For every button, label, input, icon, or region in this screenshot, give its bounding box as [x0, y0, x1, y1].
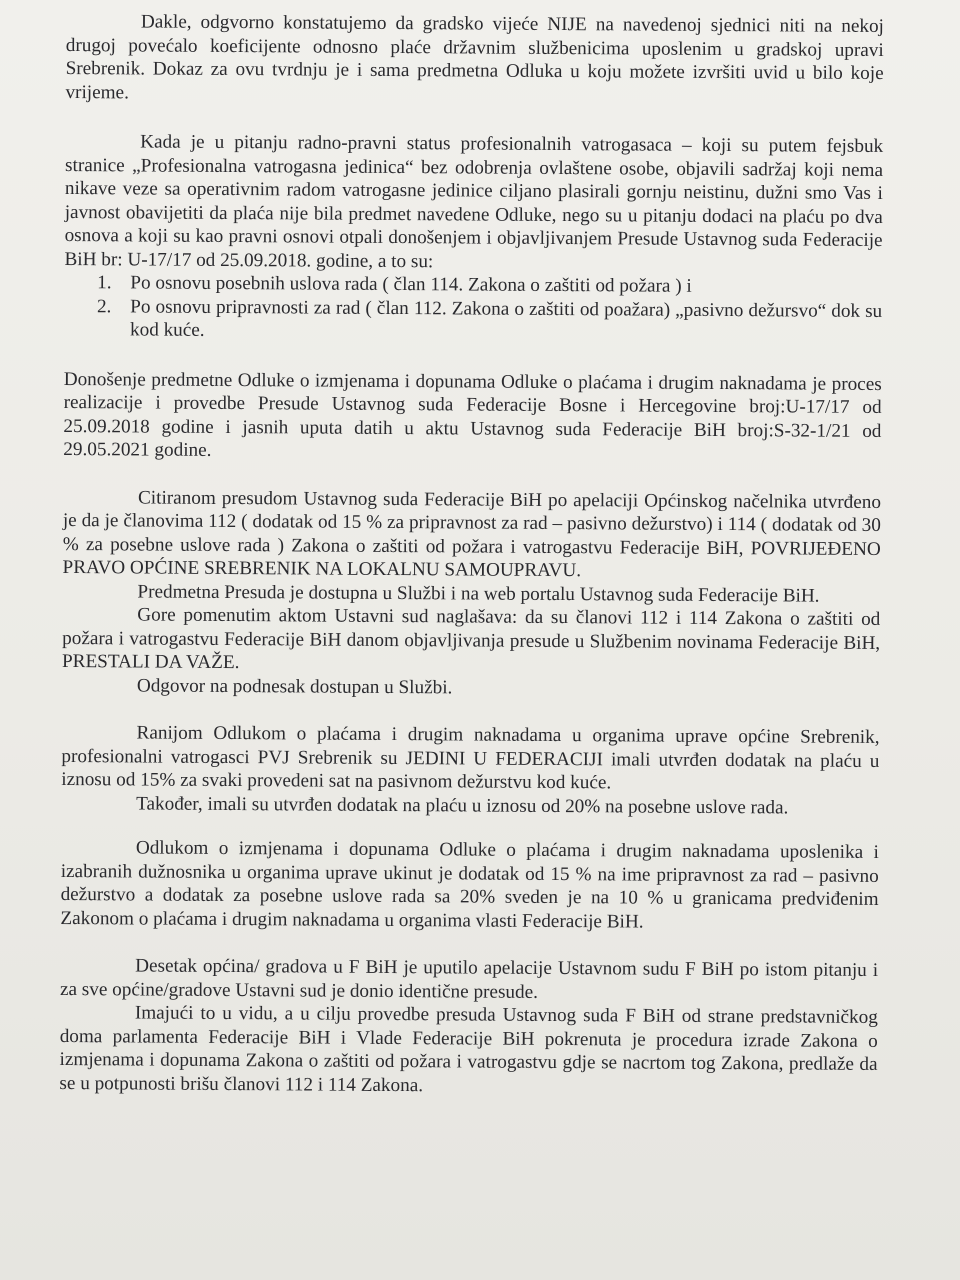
- paragraph-previous-decision: Ranijom Odlukom o plaćama i drugim naknadama u organima uprave općine Srebrenik, profesionalni vatrogasci PVJ Srebrenik su JEDINI U FEDERACIJI imali utvrđen dodatak na plaću u iznosu od 15% za svaki provedeni sat na pasivnom dežurstvu kod kuće.: [61, 722, 880, 794]
- paragraph-response-available: Odgovor na podnesak dostupan u Službi.: [136, 674, 453, 698]
- list-item: 2. Po osnovu pripravnosti za rad ( član 112. Zakona o zaštiti od poažara) „pasivno dežursvo“ dok su kod kuće.: [116, 295, 882, 347]
- paragraph-articles-ceased: Gore pomenutim aktom Ustavni sud naglašava: da su članovi 112 i 114 Zakona o zaštiti od požara i vatrogastvu Federacije BiH danom objavljivanja presude u Službenim novinama Federacije BiH, PRESTALI DA VAŽE.: [61, 604, 881, 674]
- paragraph-ruling-availability: Predmetna Presuda je dostupna u Službi i na web portalu Ustavnog suda Federacije BiH.: [137, 580, 820, 607]
- allowance-basis-list: [64, 271, 882, 346]
- paragraph-firefighters-status: Kada je u pitanju radno-pravni status profesionalnih vatrogasaca – koji su putem fejsbuk stranice „Profesionalna vatrogasna jedinica“ bez odobrenja ovlaštene osobe, objavili sadržaj koji nema nikave veze sa operativnim radom vatrogasne jedinice ciljano plasirali gornju neistinu, dužni smo Vas i javnost obavijetiti da plaća nije bila predmet navedene Odluke, nego su u pitanju dodaci na plaću po dva osnova a koji su kao pravni osnovi otpali donošenjem i objavljivanjem Presude Ustavnog suda Federacije BiH br: U-17/17 od 25.09.2018. godine, a to su:: [64, 131, 884, 272]
- document-body: [59, 10, 884, 1100]
- paragraph-amendments: Odlukom o izmjenama i dopunama Odluke o plaćama i drugim naknadama uposlenika i izabranih dužnosnika u organima uprave ukinut je dodatak od 15 % na ime pripravnost za rad – pasivno dežurstvo a dodatak za posebne uslove rada sa 20% sveden je na 10 % u granicama predviđenim Zakonom o plaćama i drugim naknadama u organima vlasti Federacije BiH.: [60, 837, 879, 933]
- paragraph-court-ruling: Citiranom presudom Ustavnog suda Federacije BiH po apelaciji Općinskog načelnika utvrđeno je da je članovima 112 ( dodatak od 15 % za pripravnost za rad – pasivno dežurstvo) i 114 ( dodatak od 30 % za posebne uslove rada ) Zakona o zaštiti od požara i vatrogastvu Federacije BiH, POVRIJEĐENO PRAVO OPĆINE SREBRENIK NA LOKALNU SAMOUPRAVU.: [62, 486, 882, 582]
- paragraph-law-amendment: Imajući to u vidu, a u cilju provedbe presuda Ustavnog suda F BiH od strane predstavničkog doma parlamenta Federacije BiH i Vlade Federacije BiH pokrenuta je procedura izrade Zakona o izmjenama i dopunama Zakona o zaštiti od požara i vatrogastvu gdje se nacrtom tog Zakona, predlaže da se u potpunosti brišu članovi 112 i 114 Zakona.: [59, 1002, 878, 1096]
- paragraph-other-municipalities: Desetak općina/ gradova u F BiH je uputilo apelacije Ustavnom sudu F BiH po istom pitanju i za sve općine/gradove Ustavni sud je donio identične presude.: [59, 955, 879, 1003]
- paragraph-council-coefficients: Dakle, odgvorno konstatujemo da gradsko vijeće NIJE na navedenoj sjednici niti na nekoj drugoj povećalo koeficijente odnosno plaće državnim službenicima uposlenim u gradskoj upravi Srebrenik. Dokaz za ovu tvrdnju je i sama predmetna Odluka u koju možete izvršiti uvid u bilo koje vrijeme.: [65, 11, 884, 103]
- paragraph-special-conditions: Također, imali su utvrđen dodatak na plaću u iznosu od 20% na posebne uslove rada.: [136, 792, 789, 818]
- paragraph-decision-adoption: Donošenje predmetne Odluke o izmjenama i dopunama Odluke o plaćama i drugim naknadama je proces realizacije i provedbe Presude Ustavnog suda Federacije Bosne i Hercegovine broj:U-17/17 od 25.09.2018 godine i jasnih uputa datih u aktu Ustavnog suda Federacije BiH broj:S-32-1/21 od 29.05.2021 godine.: [63, 368, 882, 461]
- list-item: 1. Po osnovu posebnih uslova rada ( član 114. Zakona o zaštiti od požara ) i: [116, 271, 882, 299]
